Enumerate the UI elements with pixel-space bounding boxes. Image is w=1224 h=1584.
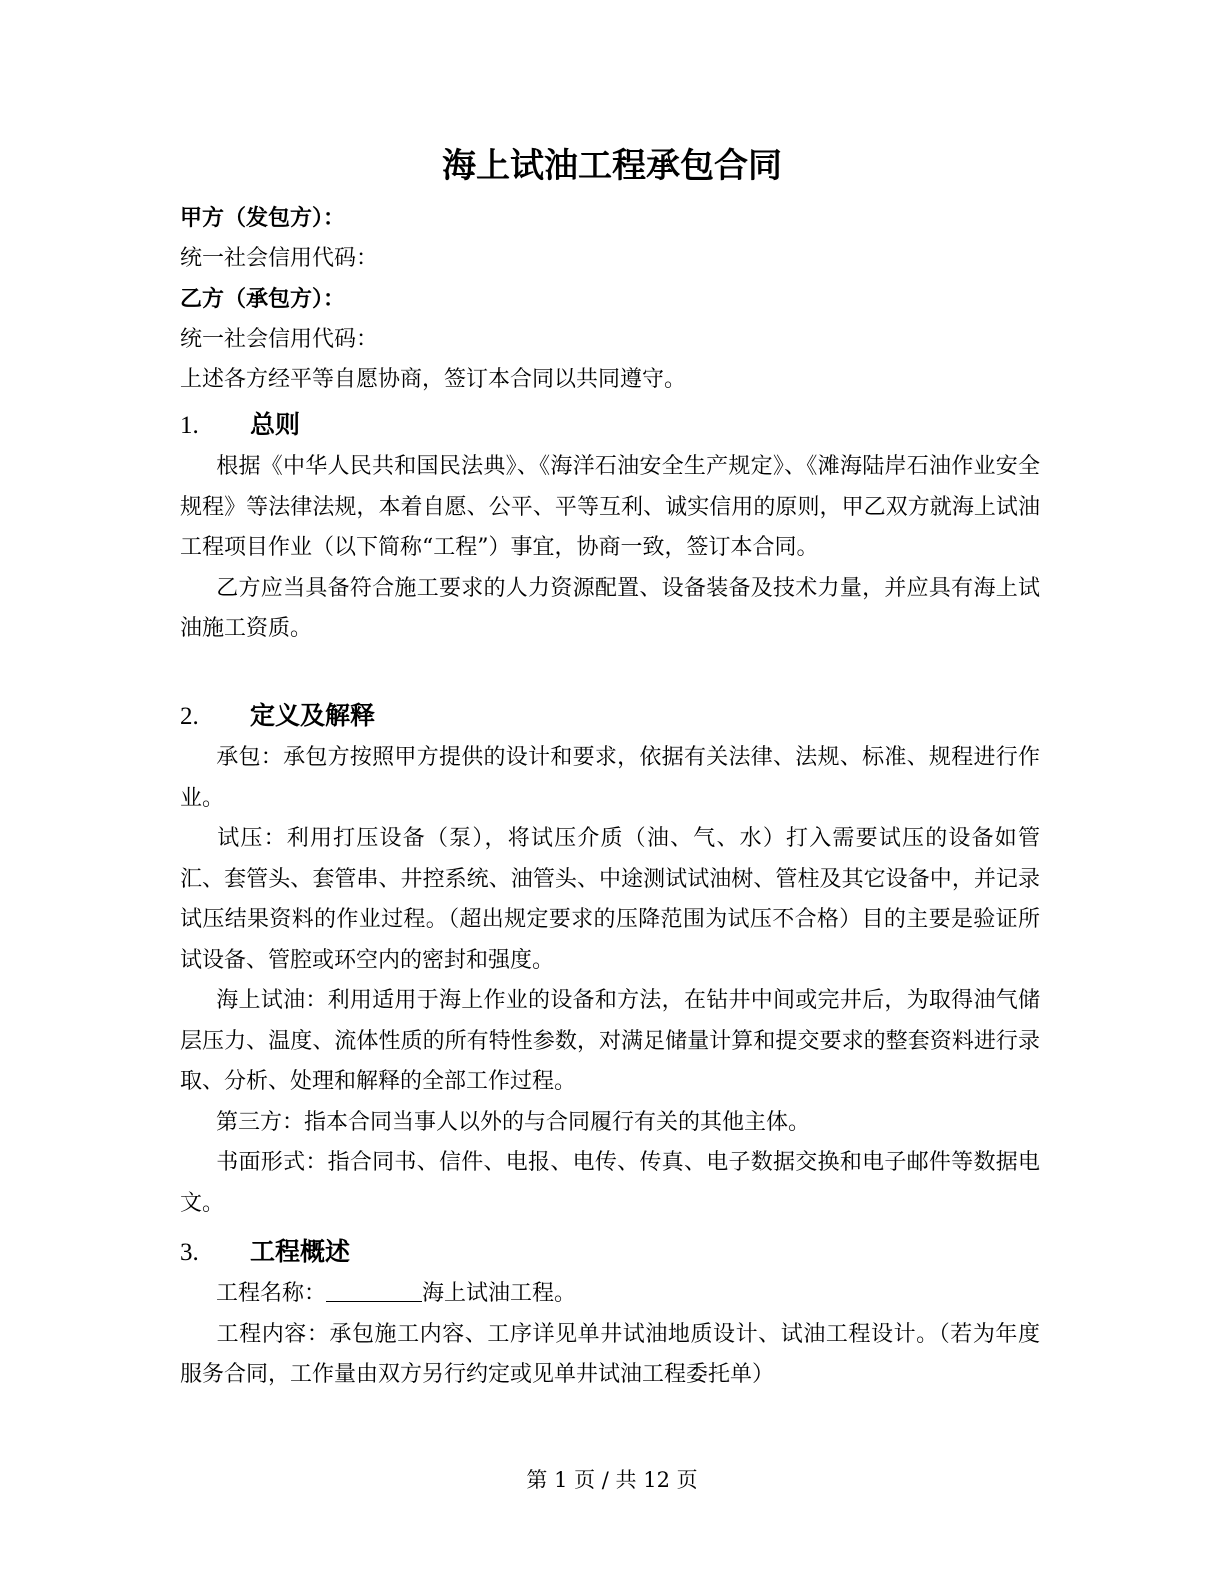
section-1-paragraph-1 (180, 447, 1040, 569)
section-1-title: 总则 (250, 410, 301, 439)
section-1 (180, 403, 1040, 650)
section-2-paragraph-5 (180, 1143, 1040, 1224)
party-b-label: 乙方（承包方）： (180, 286, 346, 312)
section-2-paragraph-1 (180, 738, 1040, 819)
section-3-title: 工程概述 (250, 1237, 351, 1266)
section-2-number: 2. (180, 703, 199, 730)
agreement-statement: 上述各方经平等自愿协商，签订本合同以共同遵守。 (180, 367, 687, 392)
party-a-label: 甲方（发包方）： (180, 205, 346, 231)
project-name-blank (326, 1277, 422, 1302)
section-1-paragraph-2-text: 乙方应当具备符合施工要求的人力资源配置、设备装备及技术力量，并应具有海上试油施工资质。 (180, 575, 1040, 641)
section-3-paragraph-2 (180, 1315, 1040, 1396)
project-name-label: 工程名称： (216, 1281, 327, 1306)
section-3-paragraph-2-text: 工程内容：承包施工内容、工序详见单井试油地质设计、试油工程设计。（若为年度服务合同，工作量由双方另行约定或见单井试油工程委托单） (180, 1321, 1040, 1387)
section-2-paragraph-4-text: 第三方：指本合同当事人以外的与合同履行有关的其他主体。 (216, 1109, 811, 1135)
section-3-heading (180, 1230, 1040, 1274)
section-1-number: 1. (180, 412, 199, 439)
parties-block (180, 198, 1040, 401)
section-2-paragraph-5-text: 书面形式：指合同书、信件、电报、电传、传真、电子数据交换和电子邮件等数据电文。 (180, 1150, 1040, 1216)
section-2-paragraph-3-text: 海上试油：利用适用于海上作业的设备和方法，在钻井中间或完井后，为取得油气储层压力、温度、流体性质的所有特性参数，对满足储量计算和提交要求的整套资料进行录取、分析、处理和解释的全部工作过程。 (180, 988, 1040, 1094)
section-1-heading (180, 403, 1040, 447)
section-3-number: 3. (180, 1239, 199, 1266)
project-name-suffix: 海上试油工程。 (422, 1281, 577, 1306)
party-b-credit-code: 统一社会信用代码： (180, 326, 379, 352)
section-2-paragraph-2 (180, 819, 1040, 981)
section-2 (180, 694, 1040, 1224)
section-2-paragraph-4 (180, 1103, 1040, 1144)
section-3-paragraph-1 (180, 1274, 1040, 1315)
section-2-paragraph-3 (180, 981, 1040, 1103)
section-2-paragraph-1-text: 承包：承包方按照甲方提供的设计和要求，依据有关法律、法规、标准、规程进行作业。 (180, 745, 1040, 811)
section-2-heading (180, 694, 1040, 738)
section-1-paragraph-2 (180, 569, 1040, 650)
section-1-paragraph-1-text: 根据《中华人民共和国民法典》、《海洋石油安全生产规定》、《滩海陆岸石油作业安全规程》等法律法规，本着自愿、公平、平等互利、诚实信用的原则，甲乙双方就海上试油工程项目作业（以下简称“工程”）事宜，协商一致，签订本合同。 (180, 454, 1040, 560)
section-2-paragraph-2-text: 试压：利用打压设备（泵），将试压介质（油、气、水）打入需要试压的设备如管汇、套管头、套管串、井控系统、油管头、中途测试试油树、管柱及其它设备中，并记录试压结果资料的作业过程。（超出规定要求的压降范围为试压不合格）目的主要是验证所试设备、管腔或环空内的密封和强度。 (180, 826, 1040, 973)
page-number-footer: 第 1 页 / 共 12 页 (526, 1468, 698, 1492)
section-3 (180, 1230, 1040, 1396)
document-title: 海上试油工程承包合同 (442, 146, 782, 186)
party-a-credit-code: 统一社会信用代码： (180, 245, 379, 271)
section-2-title: 定义及解释 (250, 701, 376, 730)
